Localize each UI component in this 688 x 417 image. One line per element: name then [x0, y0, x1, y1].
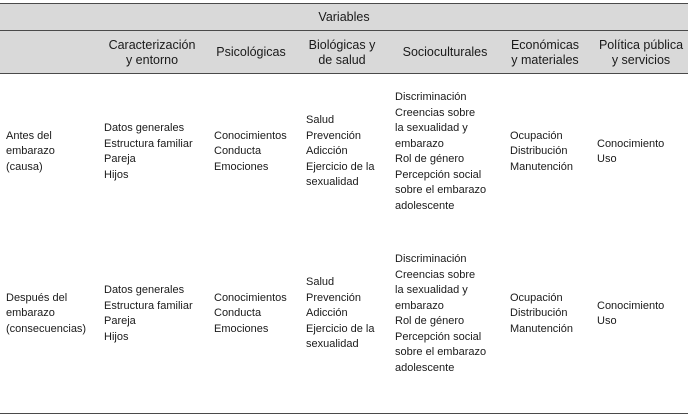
- table-cell-line: Distribución: [510, 307, 568, 320]
- table-cell: [104, 283, 193, 345]
- table-cell: [510, 291, 573, 338]
- row-label-line: (consecuencias): [6, 322, 87, 335]
- table-cell: [395, 252, 486, 376]
- table-cell-line: Adicción: [306, 145, 348, 158]
- table-cell-line: adolescente: [395, 361, 455, 374]
- table-cell-line: Conocimientos: [214, 291, 287, 304]
- table-cell-line: Datos generales: [104, 122, 185, 134]
- row-label-line: Después del: [6, 291, 68, 304]
- column-header: [97, 31, 207, 74]
- table-cell-line: Conocimiento: [597, 299, 665, 312]
- table-cell-line: sexualidad: [306, 338, 359, 351]
- table-cell-line: sobre el embarazo: [395, 346, 487, 358]
- table-cell: [395, 90, 486, 214]
- table-bottom-rule: [0, 413, 688, 414]
- table-cell-line: Hijos: [104, 168, 129, 181]
- table-cell-line: Uso: [597, 315, 617, 327]
- table-cell-line: sobre el embarazo: [395, 184, 487, 196]
- table-cell-line: Creencias sobre: [395, 106, 476, 119]
- table-cell-line: Distribución: [510, 145, 568, 158]
- table-cell-line: Conocimiento: [597, 137, 665, 150]
- column-header-line: Caracterización: [108, 37, 196, 52]
- column-header: [206, 31, 296, 74]
- row-label: [6, 291, 86, 338]
- table-cell-line: Emociones: [214, 322, 269, 335]
- table-cell-line: Rol de género: [395, 315, 465, 327]
- row-label-line: Antes del: [6, 129, 52, 142]
- table-cell-line: Datos generales: [104, 284, 185, 296]
- column-header: [390, 31, 500, 74]
- table-cell-line: Salud: [306, 276, 335, 289]
- table-cell-line: embarazo: [395, 137, 444, 150]
- table-cell: [597, 137, 664, 168]
- table-cell-line: Pareja: [104, 153, 136, 165]
- column-header-line: y entorno: [125, 52, 179, 67]
- table-cell-line: Adicción: [306, 307, 348, 320]
- column-header-line: y materiales: [511, 52, 579, 67]
- table-cell-line: Ocupación: [510, 129, 563, 142]
- table-cell: [510, 129, 573, 176]
- table-cell: [306, 275, 374, 353]
- column-header-row: [0, 31, 688, 74]
- column-header-line: Socioculturales: [402, 45, 488, 59]
- table-cell-line: Discriminación: [395, 253, 467, 265]
- table-cell-line: Ejercicio de la: [306, 322, 375, 335]
- table-cell-line: Percepción social: [395, 168, 482, 181]
- column-header: [297, 31, 387, 74]
- table-cell-line: adolescente: [395, 199, 455, 212]
- table-cell: [104, 121, 193, 183]
- table-cell-line: Creencias sobre: [395, 268, 476, 281]
- table-cell-line: Prevención: [306, 129, 362, 142]
- column-header-line: Biológicas y: [308, 37, 376, 52]
- column-header-line: de salud: [318, 52, 366, 67]
- table-cell-line: sexualidad: [306, 176, 359, 189]
- column-header: [495, 31, 595, 74]
- table-cell-line: la sexualidad y: [395, 122, 468, 134]
- table-cell-line: Conducta: [214, 145, 262, 158]
- table-cell-line: Percepción social: [395, 330, 482, 343]
- table-cell: [214, 129, 287, 176]
- table-cell-line: Estructura familiar: [104, 137, 193, 150]
- column-header: [591, 31, 688, 74]
- column-header-line: y servicios: [611, 52, 671, 67]
- table-cell-line: Uso: [597, 153, 617, 165]
- table-cell-line: embarazo: [395, 299, 444, 312]
- table-cell-line: Ocupación: [510, 291, 563, 304]
- table-cell-line: Manutención: [510, 322, 573, 335]
- table-cell: [214, 291, 287, 338]
- table-cell-line: Discriminación: [395, 91, 467, 103]
- table-cell: [306, 113, 374, 191]
- table-cell-line: Pareja: [104, 315, 136, 327]
- column-header-line: Política pública: [598, 37, 684, 52]
- table-cell-line: Hijos: [104, 330, 129, 343]
- column-header-line: Psicológicas: [216, 45, 286, 59]
- variables-group-header: [0, 3, 688, 31]
- table-cell-line: Rol de género: [395, 153, 465, 165]
- table-cell-line: Conducta: [214, 307, 262, 320]
- table-cell-line: Prevención: [306, 291, 362, 304]
- row-label-line: (causa): [6, 160, 43, 173]
- table-cell-line: Manutención: [510, 160, 573, 173]
- table-cell-line: Estructura familiar: [104, 299, 193, 312]
- row-label-line: embarazo: [6, 307, 55, 320]
- table-cell-line: Ejercicio de la: [306, 160, 375, 173]
- table-cell-line: Salud: [306, 114, 335, 127]
- variables-title: Variables: [318, 10, 370, 24]
- table-cell: [597, 299, 664, 330]
- table-cell-line: Emociones: [214, 160, 269, 173]
- table-cell-line: la sexualidad y: [395, 284, 468, 296]
- column-header-line: Económicas: [510, 37, 580, 52]
- row-label-line: embarazo: [6, 145, 55, 158]
- row-label: [6, 129, 55, 176]
- table-cell-line: Conocimientos: [214, 129, 287, 142]
